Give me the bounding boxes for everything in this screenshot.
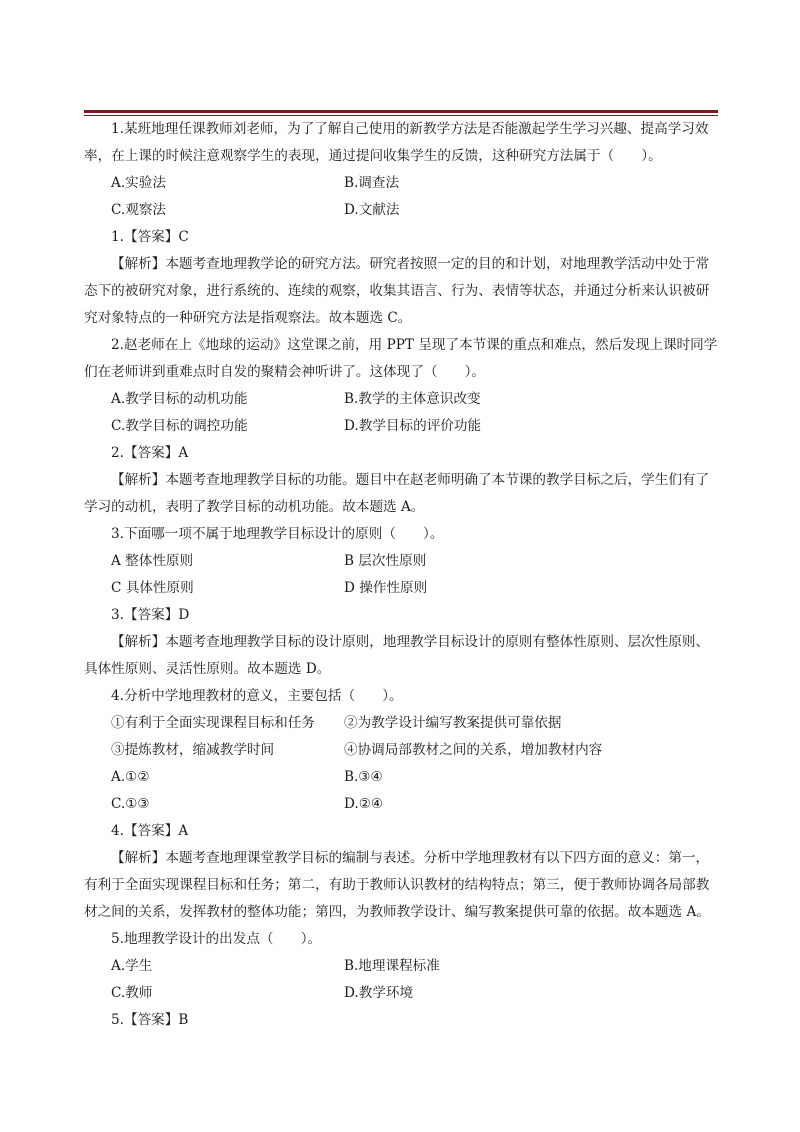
analysis-line: 态下的被研究对象，进行系统的、连续的观察，收集其语言、行为、表情等状态，并通过分析来认识被研 [84,283,710,299]
analysis-line: 【解析】本题考查地理教学目标的功能。题目中在赵老师明确了本节课的教学目标之后，学生们有了 [111,472,710,488]
option: D.文献法 [344,202,400,218]
statement: ①有利于全面实现课程目标和任务 [111,715,315,731]
option: C.教师 [111,985,153,1001]
option: D.教学环境 [344,985,414,1001]
analysis-line: 有利于全面实现课程目标和任务；第二，有助于教师认识教材的结构特点；第三，便于教师协调各局部教 [84,877,710,893]
option: D.②④ [344,796,384,812]
option-row [84,413,720,440]
option: A.实验法 [111,175,166,191]
statement-row [84,710,720,737]
option: C.①③ [111,796,150,812]
option-row [84,170,720,197]
answer-line: 2.【答案】A [111,445,189,461]
option: A.学生 [111,958,153,974]
option-row [84,575,720,602]
question-stem: 3.下面哪一项不属于地理教学目标设计的原则（ ）。 [111,526,444,542]
question-block [84,521,720,683]
question-block [84,683,720,926]
analysis-line: 【解析】本题考查地理教学论的研究方法。研究者按照一定的目的和计划，对地理教学活动中处于常 [111,256,710,272]
analysis-line: 【解析】本题考查地理课堂教学目标的编制与表述。分析中学地理教材有以下四方面的意义：第一， [111,850,710,866]
analysis-line: 学习的动机，表明了教学目标的动机功能。故本题选 A。 [84,499,425,515]
statement: ④协调局部教材之间的关系，增加教材内容 [344,742,603,758]
document-body [84,116,720,1034]
statement: ②为教学设计编写教案提供可靠依据 [344,715,562,731]
option: B 层次性原则 [344,553,427,569]
option: C.观察法 [111,202,167,218]
statement: ③提炼教材，缩减教学时间 [111,742,275,758]
option-row [84,386,720,413]
option: C.教学目标的调控功能 [111,418,248,434]
question-stem: 4.分析中学地理教材的意义，主要包括（ ）。 [111,688,403,704]
option-row [84,953,720,980]
option: D.教学目标的评价功能 [344,418,482,434]
option: B.③④ [344,769,383,785]
header-rule [84,110,718,113]
question-stem: 2.赵老师在上《地球的运动》这堂课之前，用 PPT 呈现了本节课的重点和难点，然后发现上课时同学 [111,337,718,353]
answer-line: 4.【答案】A [111,823,189,839]
answer-line: 5.【答案】B [111,1012,189,1028]
question-stem: 1.某班地理任课教师刘老师，为了了解自己使用的新教学方法是否能激起学生学习兴趣、提高学习效 [111,121,709,137]
question-stem: 们在老师讲到重难点时自发的聚精会神听讲了。这体现了（ ）。 [84,364,486,380]
option-row [84,197,720,224]
analysis-line: 【解析】本题考查地理教学目标的设计原则，地理教学目标设计的原则有整体性原则、层次性原则、 [111,634,710,650]
question-stem: 率，在上课的时候注意观察学生的表现，通过提问收集学生的反馈，这种研究方法属于（ ）。 [84,148,662,164]
analysis-line: 材之间的关系，发挥教材的整体功能；第四，为教师教学设计、编写教案提供可靠的依据。故本题选 A。 [84,904,710,920]
statement-row [84,737,720,764]
question-block [84,926,720,1034]
option-row [84,791,720,818]
analysis-line: 究对象特点的一种研究方法是指观察法。故本题选 C。 [84,310,412,326]
option: B.地理课程标准 [344,958,440,974]
question-block [84,116,720,332]
option: D 操作性原则 [344,580,428,596]
option: B.教学的主体意识改变 [344,391,481,407]
question-block [84,332,720,521]
analysis-line: 具体性原则、灵活性原则。故本题选 D。 [84,661,331,677]
option: B.调查法 [344,175,400,191]
option: A 整体性原则 [111,553,194,569]
answer-line: 3.【答案】D [111,607,190,623]
option-row [84,764,720,791]
option: C 具体性原则 [111,580,194,596]
answer-line: 1.【答案】C [111,229,189,245]
option-row [84,980,720,1007]
option: A.①② [111,769,150,785]
question-stem: 5.地理教学设计的出发点（ ）。 [111,931,322,947]
option: A.教学目标的动机功能 [111,391,248,407]
option-row [84,548,720,575]
